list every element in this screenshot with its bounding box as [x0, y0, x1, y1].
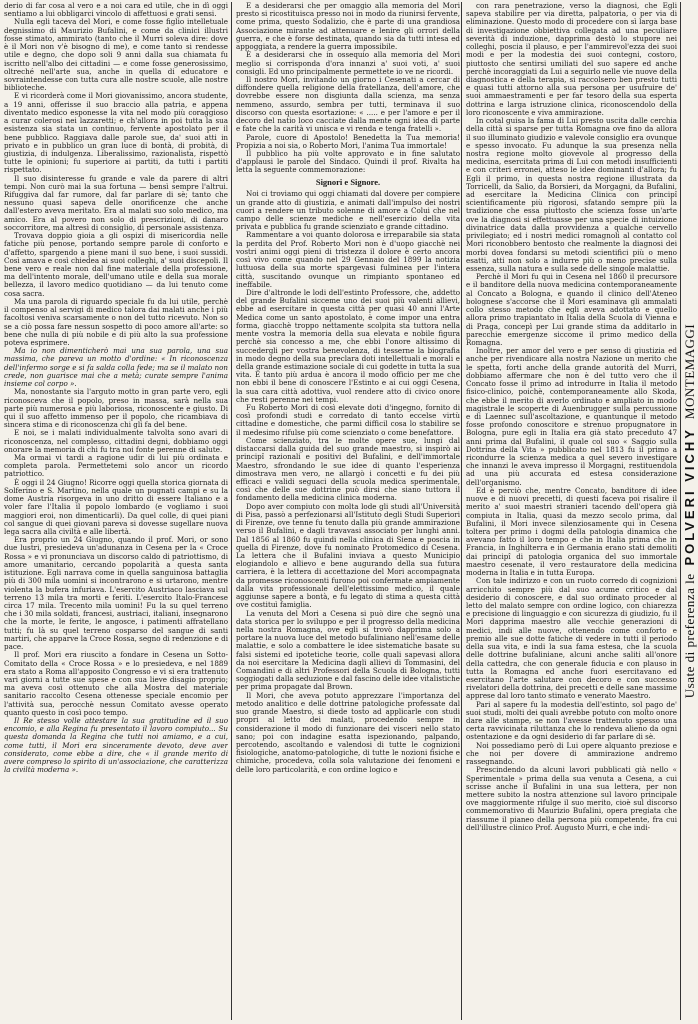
paragraph: Ma, nonostante sia l'arguto motto in gran parte vero, egli riconosceva che il popolo, preso in massa, sarà nella sua parte più numerosa e più laboriosa, riconoscente e giusto. Di qui il suo affetto immenso per il popolo, che ricambiava di sincera stima e di riconoscenza chi gli fa del bene.	[4, 387, 228, 430]
paragraph: E noi, se i malati individualmente talvolta sono avari di riconoscenza, nel complesso, cittadini degni, dobbiamo oggi onorare la memoria di chi fu tra noi fonte perenne di salute.	[4, 428, 228, 454]
column-2-intro	[236, 2, 460, 175]
paragraph: Ed è perciò che, mentre Concato, banditore di idee nuove e di nuovi precetti, di questi faceva poi risalire il merito a' suoi maestri stranieri tacendo dell'opera già compiuta in Italia, quasi da mezzo secolo prima, dal Bufalini, il Mori invece silenziosamente qui in Cesena toltera per primo i dogmi della patologia dinamica che avevano fatto il loro tempo e che in Italia prima che in Francia, in Inghilterra e in Germania erano stati demoliti dai principî di patologia organica del suo immortale maestro cesenate, il vero restauratore della medicina moderna in Italia e in tutta Europa.	[466, 485, 677, 578]
column-divider	[680, 2, 681, 1020]
paragraph: Rammentare a voi quanto dolorosa e irreparabile sia stata la perdita del Prof. Roberto Mori non è d'uopo giacchè nei vostri animi oggi pieni di tristezza il dolore è certo ancora così vivo come quando nel 29 Gennaio del 1899 la notizia luttuosa della sua morte spargevasi fulminea per l'intera città, suscitando ovunque un rimpianto spontaneo ed ineffabile.	[236, 230, 460, 289]
paragraph: Il Mori, che aveva potuto apprezzare l'importanza del metodo analitico e delle dottrine patologiche professate dal suo grande Maestro, si diede tosto ad applicarle con studi propri al letto dei malati, procedendo sempre in considerazione il modo di funzionare dei visceri nello stato sano; poi con indagine esatta ispezionando, palpando, percotendo, ascoltando e valendosi di tutte le cognizioni fisiologiche, anatomo-patologiche, di tutte le nozioni fisiche e chimiche, procedeva, colla sola valutazione dei fenomeni e delle loro particolarità, e con ordine logico e	[236, 690, 460, 774]
paragraph: Dire d'altronde le lodi dell'estinto Professore, che, addetto del grande Bufalini sicceme uno dei suoi più valenti allievi, ebbe ad esercitare in questa città per quasi 40 anni l'Arte Medica come un santo apostolato, è come impor una entra forma, giacchè troppo nettamente scolpita sta tuttora nella mente vostra la memoria della sua elevata e nobile figura perchè sia concesso a me, che ebbi l'onore altissimo di succedergli per vostra benevolenza, di tesserne la biografia in modo degno della sua preclara doti intellettuali e morali e della grande estimazione sociale di cui godette in tutta la sua vita. E tanto più ardua è ancora il modo officio per me che non ebbi il bene di conoscere l'Estinto e ai cui oggi Cesena, la sua cara città adottiva, vuol rendere atto di civico onore che resti perenne nei tempi.	[236, 287, 460, 404]
paragraph: Ma io non dimenticherò mai una sua parola, una sua massima, che pareva un motto d'ordine: « In riconoscenza dell'infermo sorge e si fa salda colla fede; ma se il malato non crede, non guarisce mai che a metà; curate sempre l'anima insieme col corpo ».	[4, 346, 228, 389]
column-divider	[461, 2, 462, 1020]
column-divider	[231, 2, 232, 1020]
paragraph: È a desiderarsi che per omaggio alla memoria del Mori presto si ricostituisca presso noi in modo da riunirsi fervente, come prima, questo Sodalizio, che è parte di una grandiosa Associazione mirante ad attenuare e lenire gli orrori della guerra, e che è forse destinata, quando sia da tutti intesa ed appoggiata, a rendere la guerra impossibile.	[236, 2, 460, 52]
paragraph: È a desiderarsi che in ossequio alla memoria del Mori meglio si corrisponda d'ora innanzi a' suoi voti, a' suoi consigli. Ed uno principalmente permettete io ve ne ricordi.	[236, 50, 460, 76]
advertisement-text	[682, 324, 698, 698]
paragraph: Il pubblico ha più volte approvato e in fine salutato d'applausi le parole del Sindaco. Quindi il prof. Rivalta ha letta la seguente commemorazione:	[236, 148, 460, 175]
paragraph: E vi ricorderà come il Mori giovanissimo, ancora studente, a 19 anni, offerisse il suo braccio alla patria, e appena diventato medico esponesse la vita nel modo più coraggioso a curar colerosi nei lazzaretti; e ch'allora in poi tutta la sua esistenza sia stata un continuo, fervente apostolato per il bene pubblico. Raggiava dalle parole sue, da' suoi atti in privato e in pubblico un gran luce di bontà, di probità, di giustizia, di indulgenza. Liberalissimo, razionalista, rispettò tutte le opinioni; fu superiore ai partiti, da tutti i partiti rispettato.	[4, 91, 228, 175]
paragraph: Il nostro Mori, invitando un giorno i Cesenati a cercar di diffondere quella religione della fratellanza, dell'amore, che dovrebbe essere non disgiunta dalla scienza, ma senza nemmeno, assurdo, sembra per tutti, terminava il suo discorso con questa esortazione: « ..... e per l'amore e per il decoro del natio loco cacciate dalla mente ogni idea di parte e fate che la carità vi unisca e vi renda e tenga fratelli ».	[236, 74, 460, 134]
paragraph: Perchè il Mori fu qui in Cesena nel 1860 il precursore e il banditore della nuova medicina contemporaneamente al Concato a Bologna, e quando il clinico dell'Ateneo bolognese s'accorse che il Mori esaminava gli ammalati collo stesso metodo che egli aveva adottato e quello allora primo trapiantato in Italia della Scuola di Vienna e di Praga, concepì per Lui grande stima da additarlo in parecchie emergenze siccome il primo medico della Romagna.	[466, 272, 677, 347]
paragraph: Inoltre, per amor del vero e per senso di giustizia ed anche per rivendicare alla nostra Nazione un merito che le spetta, forti anche della grande autorità del Murri, dobbiamo affermare che non è del tutto vero che il Concato fosse il primo ad introdurre in Italia il metodo fisico-clinico, poichè, contemporaneamente allo Skoda, che ebbe il merito di averlo ordinato e ampliato in modo magistrale le scoperte di Auenbrugger sulla percussione e di Laennec sull'ascoltazione, e quantunque il metodo fosse profondo conoscitore e strenuo propugnatore in Bologna, pure egli in Italia era già stato preceduto 47 anni prima dal Bufalini, il quale col suo « Saggio sulla Dottrina della Vita » pubblicato nel 1813 fu il primo a ricondurre la scienza medica a quel severo investigare che innanzi le aveva impresso il Morgagni, restituendola ad una più accurata ed estesa considerazione dell'organismo.	[466, 346, 677, 487]
paragraph: Pari al sapere fu la modestia dell'estinto, sol pago de' suoi studi, molti dei quali avrebbe potuto con molto onore dare alle stampe, se non l'avesse trattenuto spesso una certa ravvicinata riluttanza che lo rendeva alieno da ogni ostentazione e da ogni desiderio di far parlare di sè.	[466, 699, 677, 742]
paragraph: Nulla egli taceva del Mori, e come fosse figlio intelletuale degnissimo di Maurizio Bufalini, e come da clinici illustri fosse stimato, ammirato (tanto che il Murri soleva dire: dove è il Mori non v'è bisogno di me), e come tanto si rendesse utile e degno, che dopo soli 9 anni dalla sua chiamata fu iscritto nell'albo dei cittadini — e come fosse generosissimo, oltreché nell'arte sua, anche in quella di educatore e sovraintendesse con tutta cura alle nostre scuole, alle nostre biblioteche.	[4, 17, 228, 93]
paragraph: Dopo aver compiuto con molta lode gli studi all'Università di Pisa, passò a perfezionarsi all'Istituto degli Studi Superiori di Firenze, ove tenne fu tenuto dalla più grande ammirazione verso il Bufalini, e dagli travavasi associato per lunghi anni. Dal 1856 al 1860 fu quindi nella clinica di Siena e poscia in quella di Firenze, dove fu nominato Protomedico di Cesena. La lettera che il Bufalini inviava a questo Municipio elogiandolo e allievo e bene augurando della sua futura carriera, è la lettera di accettazione del Mori accompagnata da promesse riconoscenti furono poi confermate ampiamente dalla vita professionale dell'elettissimo medico, il quale aggiunse sapere a bontà, e fu legato di stima a questa città ove costituì famiglia.	[236, 501, 460, 610]
vertical-advertisement	[682, 2, 698, 1020]
paragraph: con rara penetrazione, verso la diagnosi, che Egli sapeva stabilire per via diretta, palpatoria, o per via di eliminazione. Questo modo di procedere con sì larga base di investigazione obbiettiva collegata ad una peculiare severità di induzione, dapprima destò lo stupore nei colleghi, poscia il plauso, e per l'ammirevol'ezza dei suoi modi e per la modestia dei suoi contegni, costoro, piuttosto che sentirsi umiliati del suo sapere ed anche perchè incoraggiati da Lui a seguirlo nelle vie nuove della diagnostica e della terapia, si raccolsero ben presto tutti e quasi tutti attorno alla sua persona per usufruire de' suoi ammaestramenti e per far tesoro della sua esperta dottrina e larga istruzione clinica, riconoscendolo della loro riconoscente e viva ammirazione.	[466, 2, 677, 117]
paragraph: Trovava doppio gioia a gli ospizi di misericordia nelle fatiche più penose, portando sempre parole di conforto e d'affetto, spargendo a piene mani il suo bene, i suoi sussidi. Così amava e così chiedea ai suoi colleghi, a' suoi discepoli. Il bene vero e reale non dal fine materiale della professione, ma dell'intento morale, dell'umano utile e della sua morale bellezza, il lavoro medico quotidiano — da lui tenuto come cosa sacra.	[4, 231, 228, 298]
paragraph: Come scienziato, tra le molte opere sue, lungi dal distaccarsi dalla guida del suo grande maestro, si inspirò ai principî razionali e positivi del Bufalini, e dell'immortale Maestro, sfrondando le sue idee di quanto l'esperienza dimostrava men vero, ne allargò i concetti e fu dei più efficaci e validi seguaci della scuola medica sperimentale, così che delle sue dottrine può dirsi che siano tuttora il fondamento della medicina clinica moderna.	[236, 435, 460, 503]
paragraph: Fu Roberto Mori di così elevate doti d'ingegno, fornito di così profondi studi e corredato di tanto eccelse virtù cittadine e domestiche, che parmi difficil cosa lo stabilire se il medesimo rifulse più come scienziato o come benefattore.	[236, 403, 460, 437]
paragraph: Era proprio un 24 Giugno, quando il prof. Mori, or sono due lustri, presiedeva un'adunanza in Cesena per la « Croce Rossa » e vi pronunciava un discorso caldo di patriottismo, di amore umanitario, cercando popolarità a questa santa istituzione. Egli narrava come in quella sanguinosa battaglia più di 300 mila uomini si incontrarono e si urtarono, mentre violenta la bufera infuriava. L'esercito Austriaco lasciava sul terreno 13 mila tra morti e feriti. L'esercito Italo-Francese circa 17 mila. Trecento mila uomini! Fu la su quel terreno che i 30 mila soldati, francesi, austriaci, italiani, insegnarono che la morte, le ferite, le angosce, i patimenti affratellano tutti; fu là su quel terreno cosparso del sangue di santi martiri, che apparve la Croce Rossa, segno di redenzione e di pace.	[4, 535, 228, 652]
speech-heading: Signori e Signore.	[315, 176, 381, 187]
paragraph: La venuta del Mori a Cesena si può dire che segnò una data storica per lo sviluppo e per il progresso della medicina nella nostra Romagna, ove egli si trovò dapprima solo a portare la nuova luce del metodo bufaliniano nell'esame delle malattie, e solo a combattere le idee sistematiche basate su falsi sistemi ed ipotetiche teorie, colle quali sapevasi allora da noi esercitare la Medicina dagli allievi di Tommasini, del Comandini e di altri Professori della Scuola di Bologna, tutti soggiogati dalla seduzione e dal fascino delle idee vitalistiche per prima propagate dal Brown.	[236, 608, 460, 692]
column-2	[236, 2, 460, 1020]
paragraph: Il prof. Mori era riuscito a fondare in Cesena un Sotto-Comitato della « Croce Rossa » e lo presiedeva, e nel 1889 era stato a Roma all'apposito Congresso e vi si era trattenuto vari giorni a tutte sue spese e con sua lieve disagio proprio; ma aveva così ottenuto che alla Mostra del materiale sanitario raccolto Cesena ottenesse speciale encomio per l'attività sua, perocchè nessun Comitato avesse operato quanto questo in così poco tempo.	[4, 650, 228, 717]
paragraph: derio di far cosa al vero e a noi cara ed utile, che in dì oggi sentiamo a lui obbligarci vincolo di affettuosi e grati sensi.	[4, 2, 228, 19]
column-3	[466, 2, 677, 1020]
paragraph: Il Re stesso volle attestare la sua gratitudine ed il suo encomio, e alla Regina fu presentato il lavoro compiuto... Su questa domanda la Regina che tutti noi amiamo, e a cui, come tutti, il Mori era sinceramente devoto, deve aver considerato, come ebbe a dire, che « il grande merito di avere compreso lo spirito di un'associazione, che caratterizza la civiltà moderna ».	[4, 716, 228, 775]
paragraph: È oggi il 24 Giugno! Ricorre oggi quella storica giornata di Solferino e S. Martino, nella quale un pugnati campi e su la dome Austria risorgeva in uno dritto di essere Italiano e a voler fare l'Italia il popolo lombardo (e vogliamo i suoi maggiori eroi, non dimenticarli). Da quel colle, di quei piani col sangue di quei giovani pareva si dovesse sugellare nuova lega sacra alla civiltà e alle libertà.	[4, 477, 228, 536]
ad-brand: POLVERI VICHY	[682, 427, 697, 566]
paragraph: Ma una parola di riguardo speciale fu da lui utile, perchè il compenso al servigi di medico talora dai malati anche i più facoltosi veniva scarsamente o non del tutto ricevuto. Non so se a ciò possa fare nessun sospetto di poco amore all'arte: so bene che nulla di più nobile e di più alto la sua professione poteva esprimere.	[4, 296, 228, 347]
paragraph: Prescindendo da alcuni lavori pubblicati già nello « Sperimentale » prima della sua venuta a Cesena, a cui scrisse anche il Bufalini in una sua lettera, per non mettere subito la nostra attenzione sul lavoro principale ove maggiormente rifulge il suo merito, cioè sul discorso commemorativo di Maurizio Bufalini, opera pregiata che riassume il pianeo della persona più competente, fra cui dell'illustre clinico Prof. Augusto Murri, e che indi-	[466, 765, 677, 832]
paragraph: In cotal guisa la fama di Lui presto uscita dalle cerchia della città si sparse per tutta Romagna ove fino da allora il suo illuminato giudizio e valevole consiglio era ovunque e spesso invocato. Fu adunque la sua presenza nella nostra regione molto giovevole al progresso della medicina, esercitata prima di Lui con metodi insufficienti e con criteri erronei, atteso le idee dominanti d'allora; fu Egli il primo, in questa nostra regione illustrata da Torricelli, da Salio, da Borsieri, da Morgagni, da Bufalini, ad esercitare la Medicina Clinica con principî scientificamente più rigorosi, sfatando sempre più la tradizione che essa piuttosto che scienza fosse un'arte ove la diagnosi si effettuasse per una specie di intuizione divinatrice data dalla provvidenza a qualche cervello privilegiato; ed i nostri medici romagnoli al contatto col Mori riconobbero bentosto che realmente la diagnosi dei morbi dovea fondarsi su metodi scientifici più o meno esatti, atti non solo a indurre più o meno precise sulla essenza, sulla natura e sulla sede delle singole malattie.	[466, 116, 677, 273]
paragraph: Ma ormai vi tardi a ragione udir di lui più ordinata e completa parola. Permettetemi solo ancor un ricordo patriottico.	[4, 453, 228, 479]
ad-prefix: Usate di preferenza le	[682, 573, 697, 699]
paragraph: Parole, cuore di Apostolo! Benedetta la Tua memoria! Propizia a noi sia, o Roberto Mori, l'anima Tua immortale!	[236, 132, 460, 150]
ad-suffix: MONTEMAGGI	[682, 323, 697, 420]
paragraph: Il suo disinteresse fu grande e vale da parere di altri tempi. Non curò mai la sua fortuna — bensì sempre l'altrui. Rifuggiva dal far rumore, dal far parlare di sè; tanto che nessuno quasi sapeva delle onorificenze che anche dall'estero aveva meritato. Era al malati suo solo medico, ma amico. Era al povero non solo di prescrizioni, di danaro soccorritore, ma altresì di consiglio, di personale assistenza.	[4, 173, 228, 232]
column-2-speech	[236, 190, 460, 774]
paragraph: Con tale indirizzo e con un ruoto corredo di cognizioni arricchito sempre più dal suo acume critico e dal desiderio di conoscere, e dal suo ordinato proceder al letto del malato sempre con ordine logico, con chiarezza e precisione di linguaggio e con sicurezza di giudizio, fu il Mori dapprima maestro alle vecchie generazioni di medici, indi alle nuove, ottenendo come conforto e premio alle sue dotte fatiche di vedere in tutti il periodo della sua vita, e indi la sua fama estesa, che la scuola delle dottrine bufaliniane, alcuni anche saliti all'onore della cattedra, che con generale fiducia e con plauso in tutta la Romagna ed anche fuori esercitavano ed esercitano l'arte salutare con decoro e con successo rivelatori della dottrina, dei precetti e delle sane massime apprese dal loro tanto stimato e venerato Maestro.	[466, 576, 677, 701]
paragraph: Noi ci troviamo qui oggi chiamati dal dovere per compiere un grande atto di giustizia, e animati dall'impulso dei nostri cuori a rendere un tributo solenne di amore a Colui che nel campo delle scienze mediche e nell'esercizio della vita privata e pubblica fu grande scienziato e grande cittadino.	[236, 189, 460, 232]
paragraph: Noi possediamo però di Lui opere alquanto preziose e che noi per dovere di ammirazione andremo rassegnando.	[466, 740, 677, 767]
column-1	[4, 2, 228, 1020]
